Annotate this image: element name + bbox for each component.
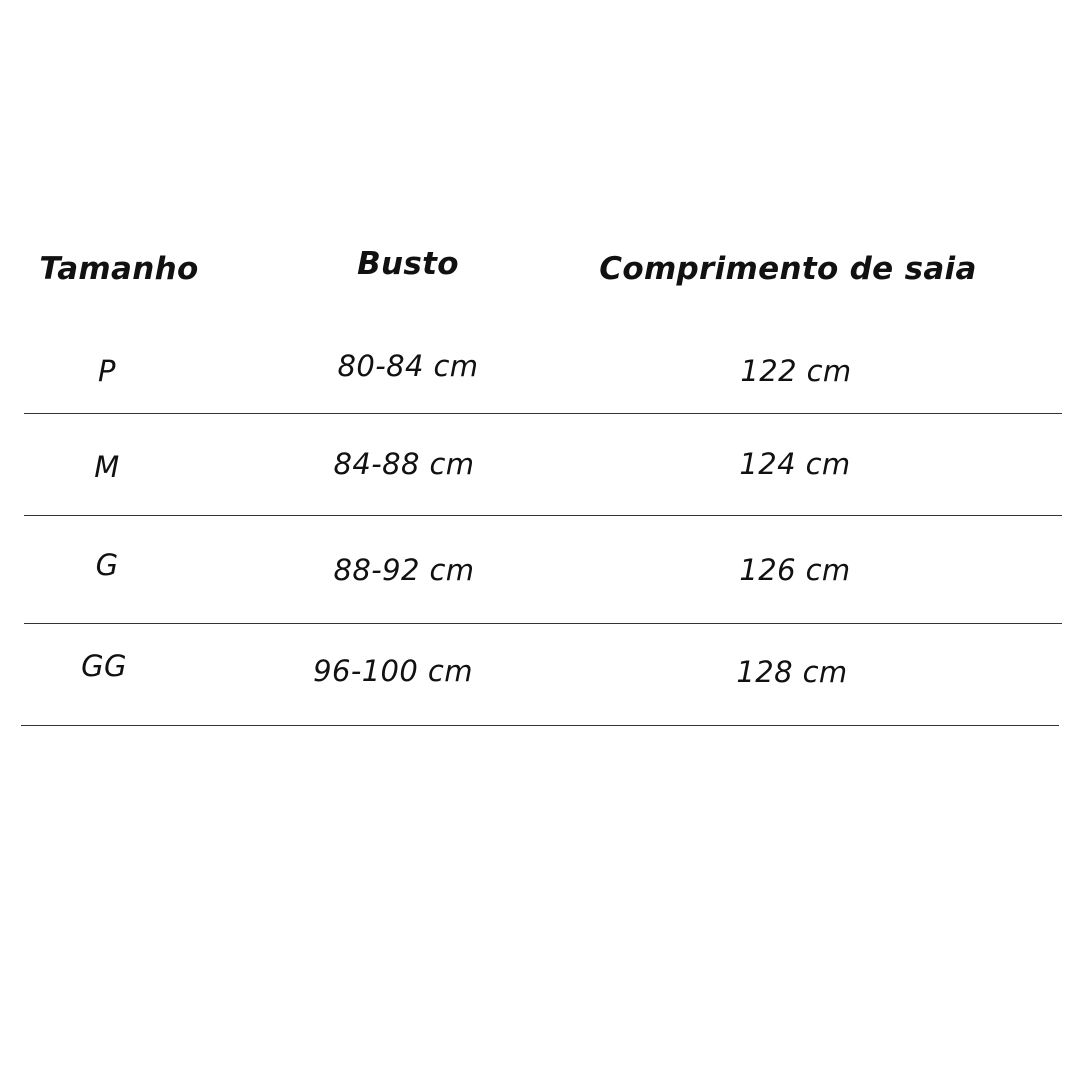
row-g-size: G	[95, 548, 119, 582]
row-g-bust: 88-92 cm	[333, 553, 475, 587]
row-divider	[24, 623, 1062, 624]
row-p-size: P	[98, 354, 116, 388]
header-bust: Busto	[357, 246, 459, 282]
row-gg-skirt-length: 128 cm	[736, 655, 848, 689]
row-gg-bust: 96-100 cm	[313, 654, 473, 688]
row-p-skirt-length: 122 cm	[740, 354, 852, 388]
header-skirt-length: Comprimento de saia	[599, 251, 977, 287]
row-p-bust: 80-84 cm	[337, 349, 479, 383]
header-size: Tamanho	[39, 251, 199, 287]
row-divider	[24, 515, 1062, 516]
row-divider	[21, 725, 1059, 726]
row-m-bust: 84-88 cm	[333, 447, 475, 481]
row-g-skirt-length: 126 cm	[739, 553, 851, 587]
row-m-size: M	[94, 450, 120, 484]
row-m-skirt-length: 124 cm	[739, 447, 851, 481]
row-divider	[24, 413, 1062, 414]
row-gg-size: GG	[81, 649, 127, 683]
